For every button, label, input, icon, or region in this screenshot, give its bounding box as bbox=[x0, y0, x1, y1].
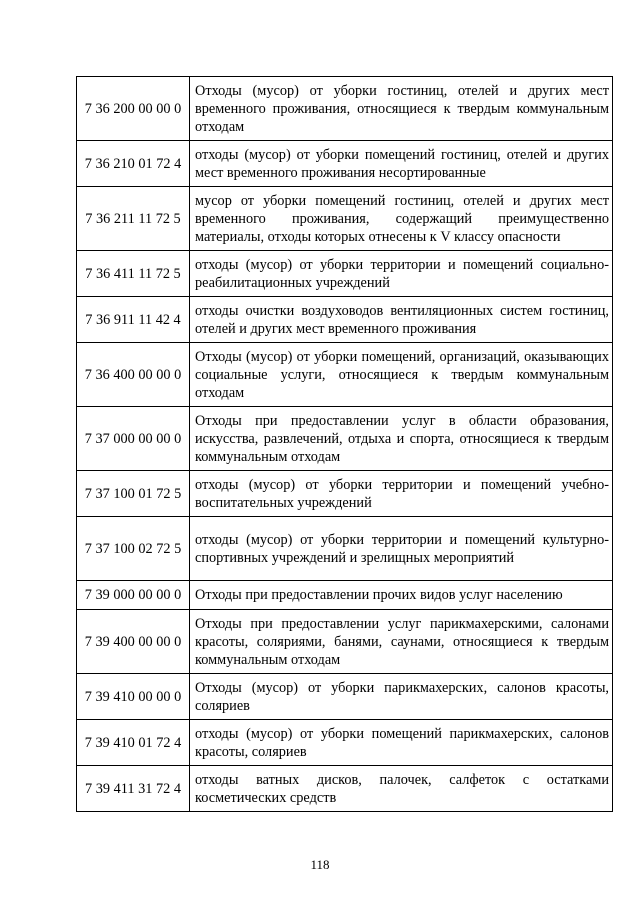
table-row bbox=[77, 720, 613, 766]
table-row bbox=[77, 77, 613, 141]
table-row bbox=[77, 141, 613, 187]
waste-code: 7 36 911 11 42 4 bbox=[77, 297, 190, 343]
waste-code: 7 36 211 11 72 5 bbox=[77, 187, 190, 251]
waste-code: 7 39 411 31 72 4 bbox=[77, 766, 190, 812]
waste-code: 7 37 100 02 72 5 bbox=[77, 517, 190, 581]
table-row bbox=[77, 674, 613, 720]
table-row bbox=[77, 766, 613, 812]
waste-description: Отходы (мусор) от уборки гостиниц, отелей и других мест временного проживания, относящиеся к твердым коммунальным отходам bbox=[190, 77, 613, 141]
waste-code: 7 36 411 11 72 5 bbox=[77, 251, 190, 297]
page-number: 118 bbox=[310, 857, 330, 872]
waste-description: Отходы при предоставлении прочих видов услуг населению bbox=[190, 581, 613, 610]
waste-description: Отходы при предоставлении услуг парикмахерскими, салонами красоты, соляриями, банями, саунами, относящиеся к твердым коммунальным отходам bbox=[190, 610, 613, 674]
waste-code: 7 36 200 00 00 0 bbox=[77, 77, 190, 141]
table-row bbox=[77, 187, 613, 251]
waste-code: 7 39 410 00 00 0 bbox=[77, 674, 190, 720]
waste-description: Отходы (мусор) от уборки помещений, организаций, оказывающих социальные услуги, относящиеся к твердым коммунальным отходам bbox=[190, 343, 613, 407]
table-row bbox=[77, 297, 613, 343]
waste-code: 7 39 400 00 00 0 bbox=[77, 610, 190, 674]
waste-description: отходы (мусор) от уборки территории и помещений учебно-воспитательных учреждений bbox=[190, 471, 613, 517]
waste-code: 7 39 000 00 00 0 bbox=[77, 581, 190, 610]
waste-code: 7 36 210 01 72 4 bbox=[77, 141, 190, 187]
waste-classification-table bbox=[76, 76, 613, 812]
table-row bbox=[77, 610, 613, 674]
waste-code: 7 36 400 00 00 0 bbox=[77, 343, 190, 407]
waste-description: отходы (мусор) от уборки территории и помещений культурно-спортивных учреждений и зрелищных мероприятий bbox=[190, 517, 613, 581]
waste-description: Отходы при предоставлении услуг в области образования, искусства, развлечений, отдыха и спорта, относящиеся к твердым коммунальным отходам bbox=[190, 407, 613, 471]
waste-description: отходы очистки воздуховодов вентиляционных систем гостиниц, отелей и других мест временного проживания bbox=[190, 297, 613, 343]
table-row bbox=[77, 407, 613, 471]
table-row bbox=[77, 517, 613, 581]
waste-description: отходы ватных дисков, палочек, салфеток с остатками косметических средств bbox=[190, 766, 613, 812]
table-row bbox=[77, 471, 613, 517]
waste-description: отходы (мусор) от уборки помещений парикмахерских, салонов красоты, соляриев bbox=[190, 720, 613, 766]
waste-description: отходы (мусор) от уборки территории и помещений социально-реабилитационных учреждений bbox=[190, 251, 613, 297]
waste-description: отходы (мусор) от уборки помещений гостиниц, отелей и других мест временного проживания несортированные bbox=[190, 141, 613, 187]
waste-code: 7 39 410 01 72 4 bbox=[77, 720, 190, 766]
waste-description: Отходы (мусор) от уборки парикмахерских, салонов красоты, соляриев bbox=[190, 674, 613, 720]
table-row bbox=[77, 251, 613, 297]
table-row bbox=[77, 581, 613, 610]
waste-description: мусор от уборки помещений гостиниц, отелей и других мест временного проживания, содержащий преимущественно материалы, отходы которых отнесены к V классу опасности bbox=[190, 187, 613, 251]
waste-code: 7 37 100 01 72 5 bbox=[77, 471, 190, 517]
waste-code: 7 37 000 00 00 0 bbox=[77, 407, 190, 471]
table-row bbox=[77, 343, 613, 407]
